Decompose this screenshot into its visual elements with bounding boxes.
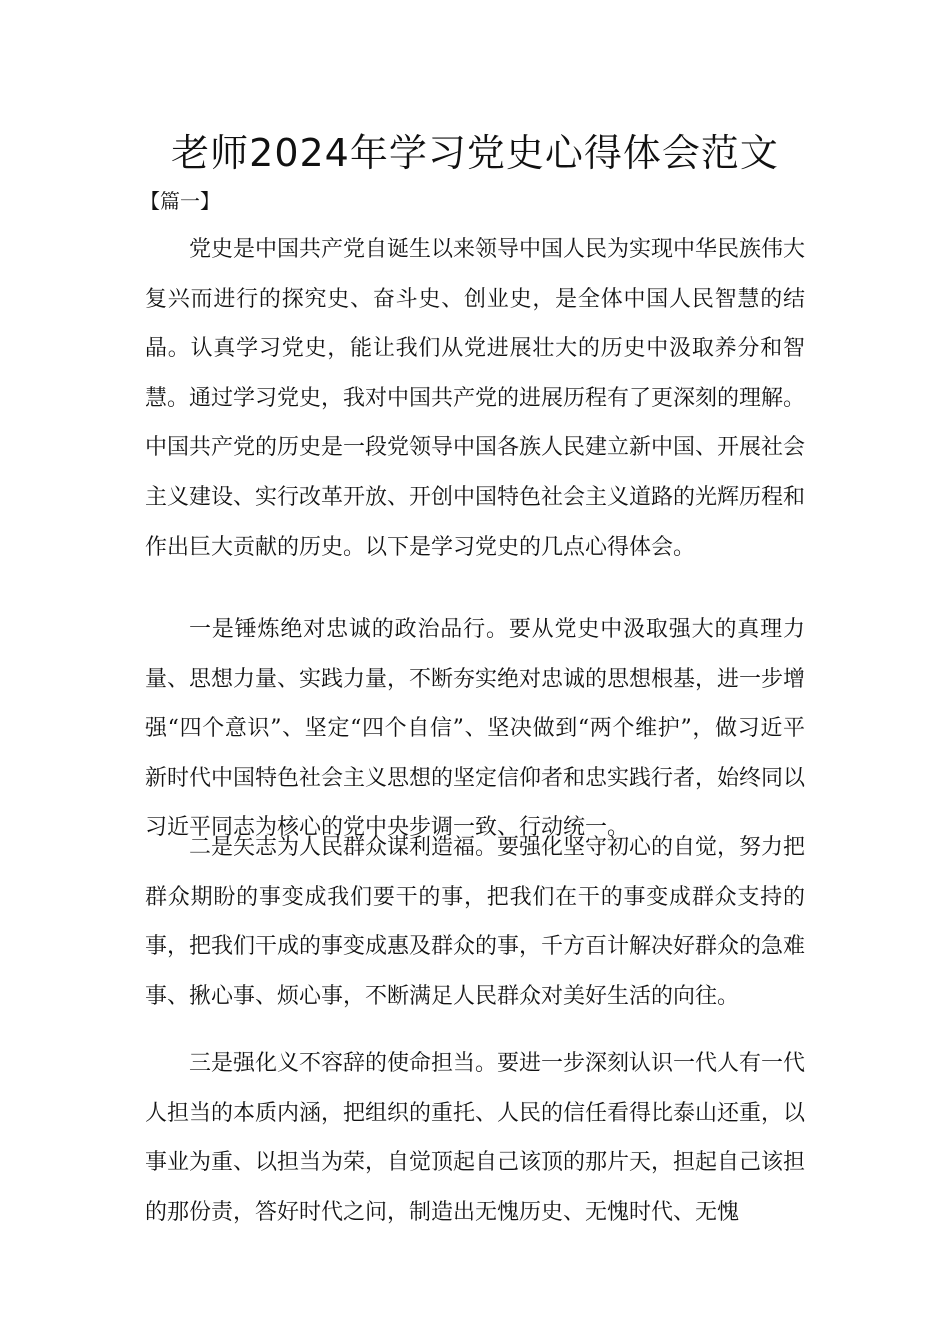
paragraph-point-three: 三是强化义不容辞的使命担当。要进一步深刻认识一代人有一代人担当的本质内涵，把组织的重托、人民的信任看得比泰山还重，以事业为重、以担当为荣，自觉顶起自己该顶的那片天，担起自己该担的那份责，答好时代之问，制造出无愧历史、无愧时代、无愧: [145, 1051, 805, 1225]
paragraph-point-one: 一是锤炼绝对忠诚的政治品行。要从党史中汲取强大的真理力量、思想力量、实践力量，不断夯实绝对忠诚的思想根基，进一步增强“四个意识”、坚定“四个自信”、坚决做到“两个维护”，做习近平新时代中国特色社会主义思想的坚定信仰者和忠实践行者，始终同以习近平同志为核心的党中央步调一致、行动统一。: [145, 617, 806, 841]
document-title: 老师2024年学习党史心得体会范文: [171, 131, 779, 175]
paragraph-intro: 党史是中国共产党自诞生以来领导中国人民为实现中华民族伟大复兴而进行的探究史、奋斗史、创业史，是全体中国人民智慧的结晶。认真学习党史，能让我们从党进展壮大的历史中汲取养分和智慧。通过学习党史，我对中国共产党的进展历程有了更深刻的理解。中国共产党的历史是一段党领导中国各族人民建立新中国、开展社会主义建设、实行改革开放、开创中国特色社会主义道路的光辉历程和作出巨大贡献的历史。以下是学习党史的几点心得体会。: [145, 237, 806, 560]
paragraph-point-two: 二是矢志为人民群众谋利造福。要强化坚守初心的自觉，努力把群众期盼的事变成我们要干的事，把我们在干的事变成群众支持的事，把我们干成的事变成惠及群众的事，千方百计解决好群众的急难事、揪心事、烦心事，不断满足人民群众对美好生活的向往。: [145, 835, 806, 1009]
section-label: 【篇一】: [140, 189, 220, 213]
